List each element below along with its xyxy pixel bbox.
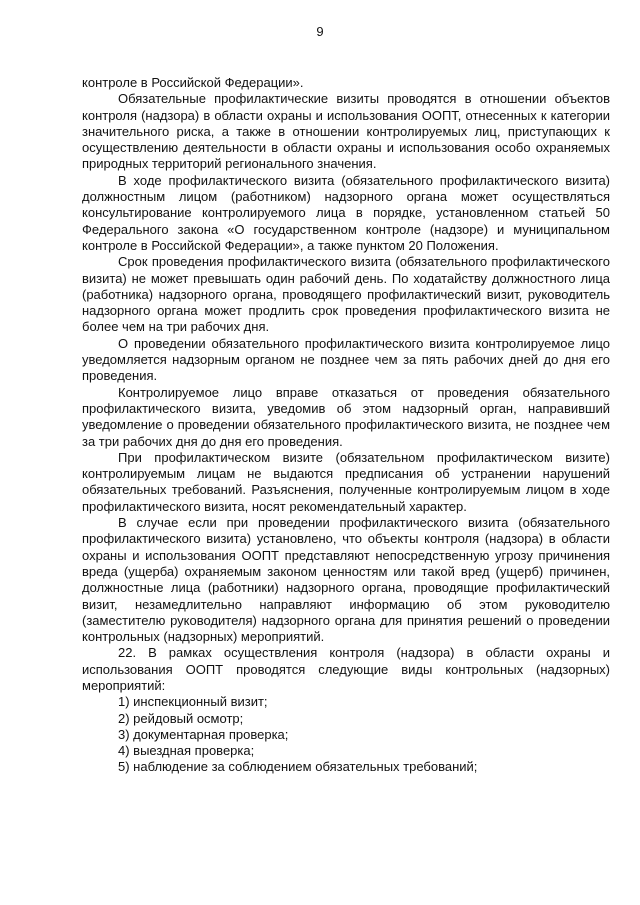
list-item: 4) выездная проверка;: [118, 743, 255, 759]
paragraph-section-22: 22. В рамках осуществления контроля (надзора) в области охраны и использования ООПТ проводятся следующие виды контрольных (надзорных) мероприятий:: [82, 645, 610, 693]
list-item: 3) документарная проверка;: [118, 726, 289, 742]
paragraph-consulting: В ходе профилактического визита (обязательного профилактического визита) должностным лицом (работником) надзорного органа может осуществляться консультирование контролируемого лица в порядке, установленном статьей 50 Федерального закона «О государственном контроле (надзоре) и муниципальном контроле в Российской Федерации», а также пунктом 20 Положения.: [82, 172, 610, 253]
paragraph-no-orders: При профилактическом визите (обязательном профилактическом визите) контролируемым лицам не выдаются предписания об устранении нарушений обязательных требований. Разъяснения, полученные контролируемым лицом в ходе профилактического визита, носят рекомендательный характер.: [82, 449, 610, 514]
paragraph-notification: О проведении обязательного профилактического визита контролируемое лицо уведомляется надзорным органом не позднее чем за пять рабочих дней до дня его проведения.: [82, 335, 610, 384]
paragraphs-container: [82, 75, 610, 694]
paragraph-threat-case: В случае если при проведении профилактического визита (обязательного профилактического визита) установлено, что объекты контроля (надзора) в области охраны и использования ООПТ представляют непосредственную угрозу причинения вреда (ущерба) охраняемым законом ценностям или такой вред (ущерб) причинен, должностные лица (работники) надзорного органа, проводящие профилактический визит, незамедлительно направляют информацию об этом руководителю (заместителю руководителя) надзорного органа для принятия решений о проведении контрольных (надзорных) мероприятий.: [82, 515, 610, 645]
paragraph-mandatory-visits: Обязательные профилактические визиты проводятся в отношении объектов контроля (надзора) в области охраны и использования ООПТ, отнесенных к категории значительного риска, а также в отношении контролируемых лиц, приступающих к осуществлению деятельности в области охраны и использования особо охраняемых природных территорий регионального значения.: [82, 91, 610, 172]
control-measures-list: [82, 694, 610, 775]
page-number: 9: [316, 24, 324, 39]
list-item: 1) инспекционный визит;: [118, 694, 268, 710]
paragraph-refusal: Контролируемое лицо вправе отказаться от проведения обязательного профилактического визита, уведомив об этом надзорный орган, направивший уведомление о проведении обязательного профилактического визита, не позднее чем за три рабочих дня до дня его проведения.: [82, 384, 610, 449]
paragraph-continuation: контроле в Российской Федерации».: [82, 75, 304, 90]
list-item: 5) наблюдение за соблюдением обязательных требований;: [118, 759, 478, 775]
document-body: [82, 75, 610, 776]
paragraph-visit-duration: Срок проведения профилактического визита (обязательного профилактического визита) не может превышать один рабочий день. По ходатайству должностного лица (работника) надзорного органа, проводящего профилактический визит, руководитель надзорного органа может продлить срок проведения профилактического визита не более чем на три рабочих дня.: [82, 254, 610, 335]
list-item: 2) рейдовый осмотр;: [118, 710, 244, 726]
